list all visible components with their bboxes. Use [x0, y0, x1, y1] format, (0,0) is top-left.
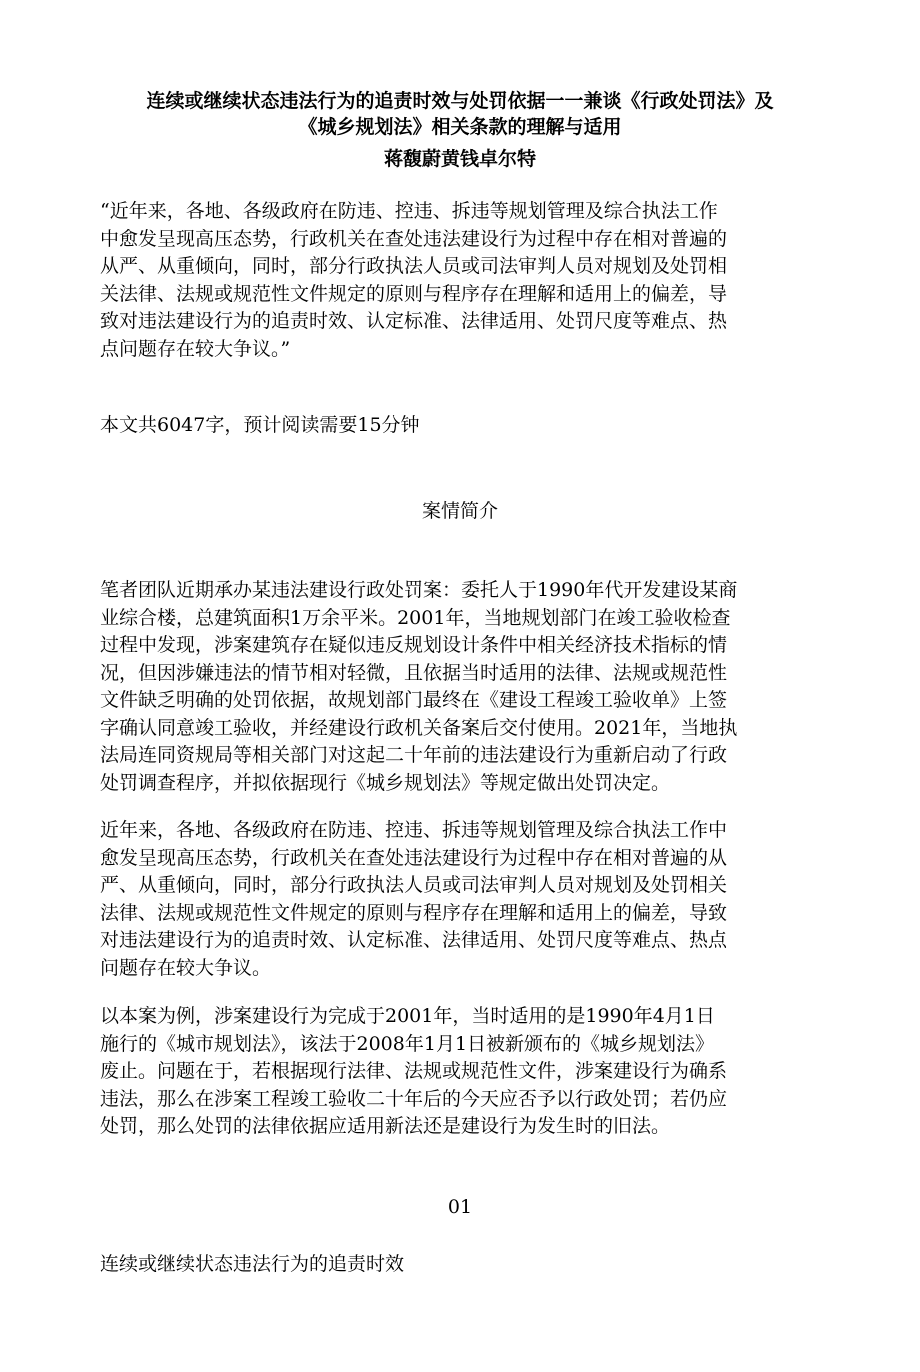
quote-line: 从严、从重倾向，同时，部分行政执法人员或司法审判人员对规划及处罚相	[100, 255, 728, 277]
paragraph-example	[100, 1003, 727, 1141]
author-line: 蒋馥蔚黄钱卓尔特	[383, 148, 536, 170]
paragraph-line: 对违法建设行为的追责时效、认定标准、法律适用、处罚尺度等难点、热点	[100, 929, 728, 951]
title-line: 连续或继续状态违法行为的追责时效与处罚依据一一兼谈《行政处罚法》及	[146, 90, 774, 112]
paragraph-line: 处罚，那么处罚的法律依据应适用新法还是建设行为发生时的旧法。	[100, 1115, 671, 1137]
paragraph-line: 施行的《城市规划法》，该法于2008年1月1日被新颁布的《城乡规划法》	[100, 1032, 715, 1055]
paragraph-background	[100, 817, 727, 982]
paragraph-line: 况，但因涉嫌违法的情节相对轻微，且依据当时适用的法律、法规或规范性	[100, 661, 728, 684]
lead-quote	[100, 198, 727, 363]
paragraph-line: 问题存在较大争议。	[100, 956, 272, 979]
paragraph-line: 以本案为例，涉案建设行为完成于2001年，当时适用的是1990年4月1日	[100, 1005, 715, 1027]
title-line: 《城乡规划法》相关条款的理解与适用	[298, 116, 622, 138]
paragraph-line: 法局连同资规局等相关部门对这起二十年前的违法建设行为重新启动了行政	[100, 744, 728, 766]
quote-line: 点问题存在较大争议。”	[100, 337, 291, 360]
subsection-heading: 连续或继续状态违法行为的追责时效	[100, 1253, 405, 1275]
document-title	[100, 88, 820, 140]
quote-line: 中愈发呈现高压态势，行政机关在查处违法建设行为过程中存在相对普遍的	[100, 227, 728, 250]
reading-info: 本文共6047字，预计阅读需要15分钟	[100, 414, 420, 436]
quote-line: “近年来，各地、各级政府在防违、控违、拆违等规划管理及综合执法工作	[100, 200, 718, 222]
section-heading: 案情简介	[421, 500, 498, 522]
paragraph-line: 字确认同意竣工验收，并经建设行政机关备案后交付使用。2021年，当地执	[100, 716, 738, 739]
paragraph-line: 废止。问题在于，若根据现行法律、法规或规范性文件，涉案建设行为确系	[100, 1060, 728, 1082]
section-number: 01	[447, 1196, 473, 1218]
quote-line: 关法律、法规或规范性文件规定的原则与程序存在理解和适用上的偏差，导	[100, 282, 728, 305]
paragraph-line: 处罚调查程序，并拟依据现行《城乡规划法》等规定做出处罚决定。	[100, 771, 671, 794]
paragraph-line: 业综合楼，总建筑面积1万余平米。2001年，当地规划部门在竣工验收检查	[100, 606, 731, 629]
paragraph-line: 近年来，各地、各级政府在防违、控违、拆违等规划管理及综合执法工作中	[100, 819, 728, 841]
paragraph-line: 过程中发现，涉案建筑存在疑似违反规划设计条件中相关经济技术指标的情	[100, 634, 728, 656]
paragraph-line: 违法，那么在涉案工程竣工验收二十年后的今天应否予以行政处罚；若仍应	[100, 1087, 728, 1110]
quote-line: 致对违法建设行为的追责时效、认定标准、法律适用、处罚尺度等难点、热	[100, 310, 728, 332]
paragraph-line: 文件缺乏明确的处罚依据，故规划部门最终在《建设工程竣工验收单》上签	[100, 689, 728, 711]
paragraph-line: 法律、法规或规范性文件规定的原则与程序存在理解和适用上的偏差，导致	[100, 901, 728, 924]
paragraph-case-summary	[100, 577, 737, 797]
paragraph-line: 笔者团队近期承办某违法建设行政处罚案：委托人于1990年代开发建设某商	[100, 579, 738, 601]
paragraph-line: 愈发呈现高压态势，行政机关在查处违法建设行为过程中存在相对普遍的从	[100, 846, 728, 869]
paragraph-line: 严、从重倾向，同时，部分行政执法人员或司法审判人员对规划及处罚相关	[100, 874, 728, 896]
